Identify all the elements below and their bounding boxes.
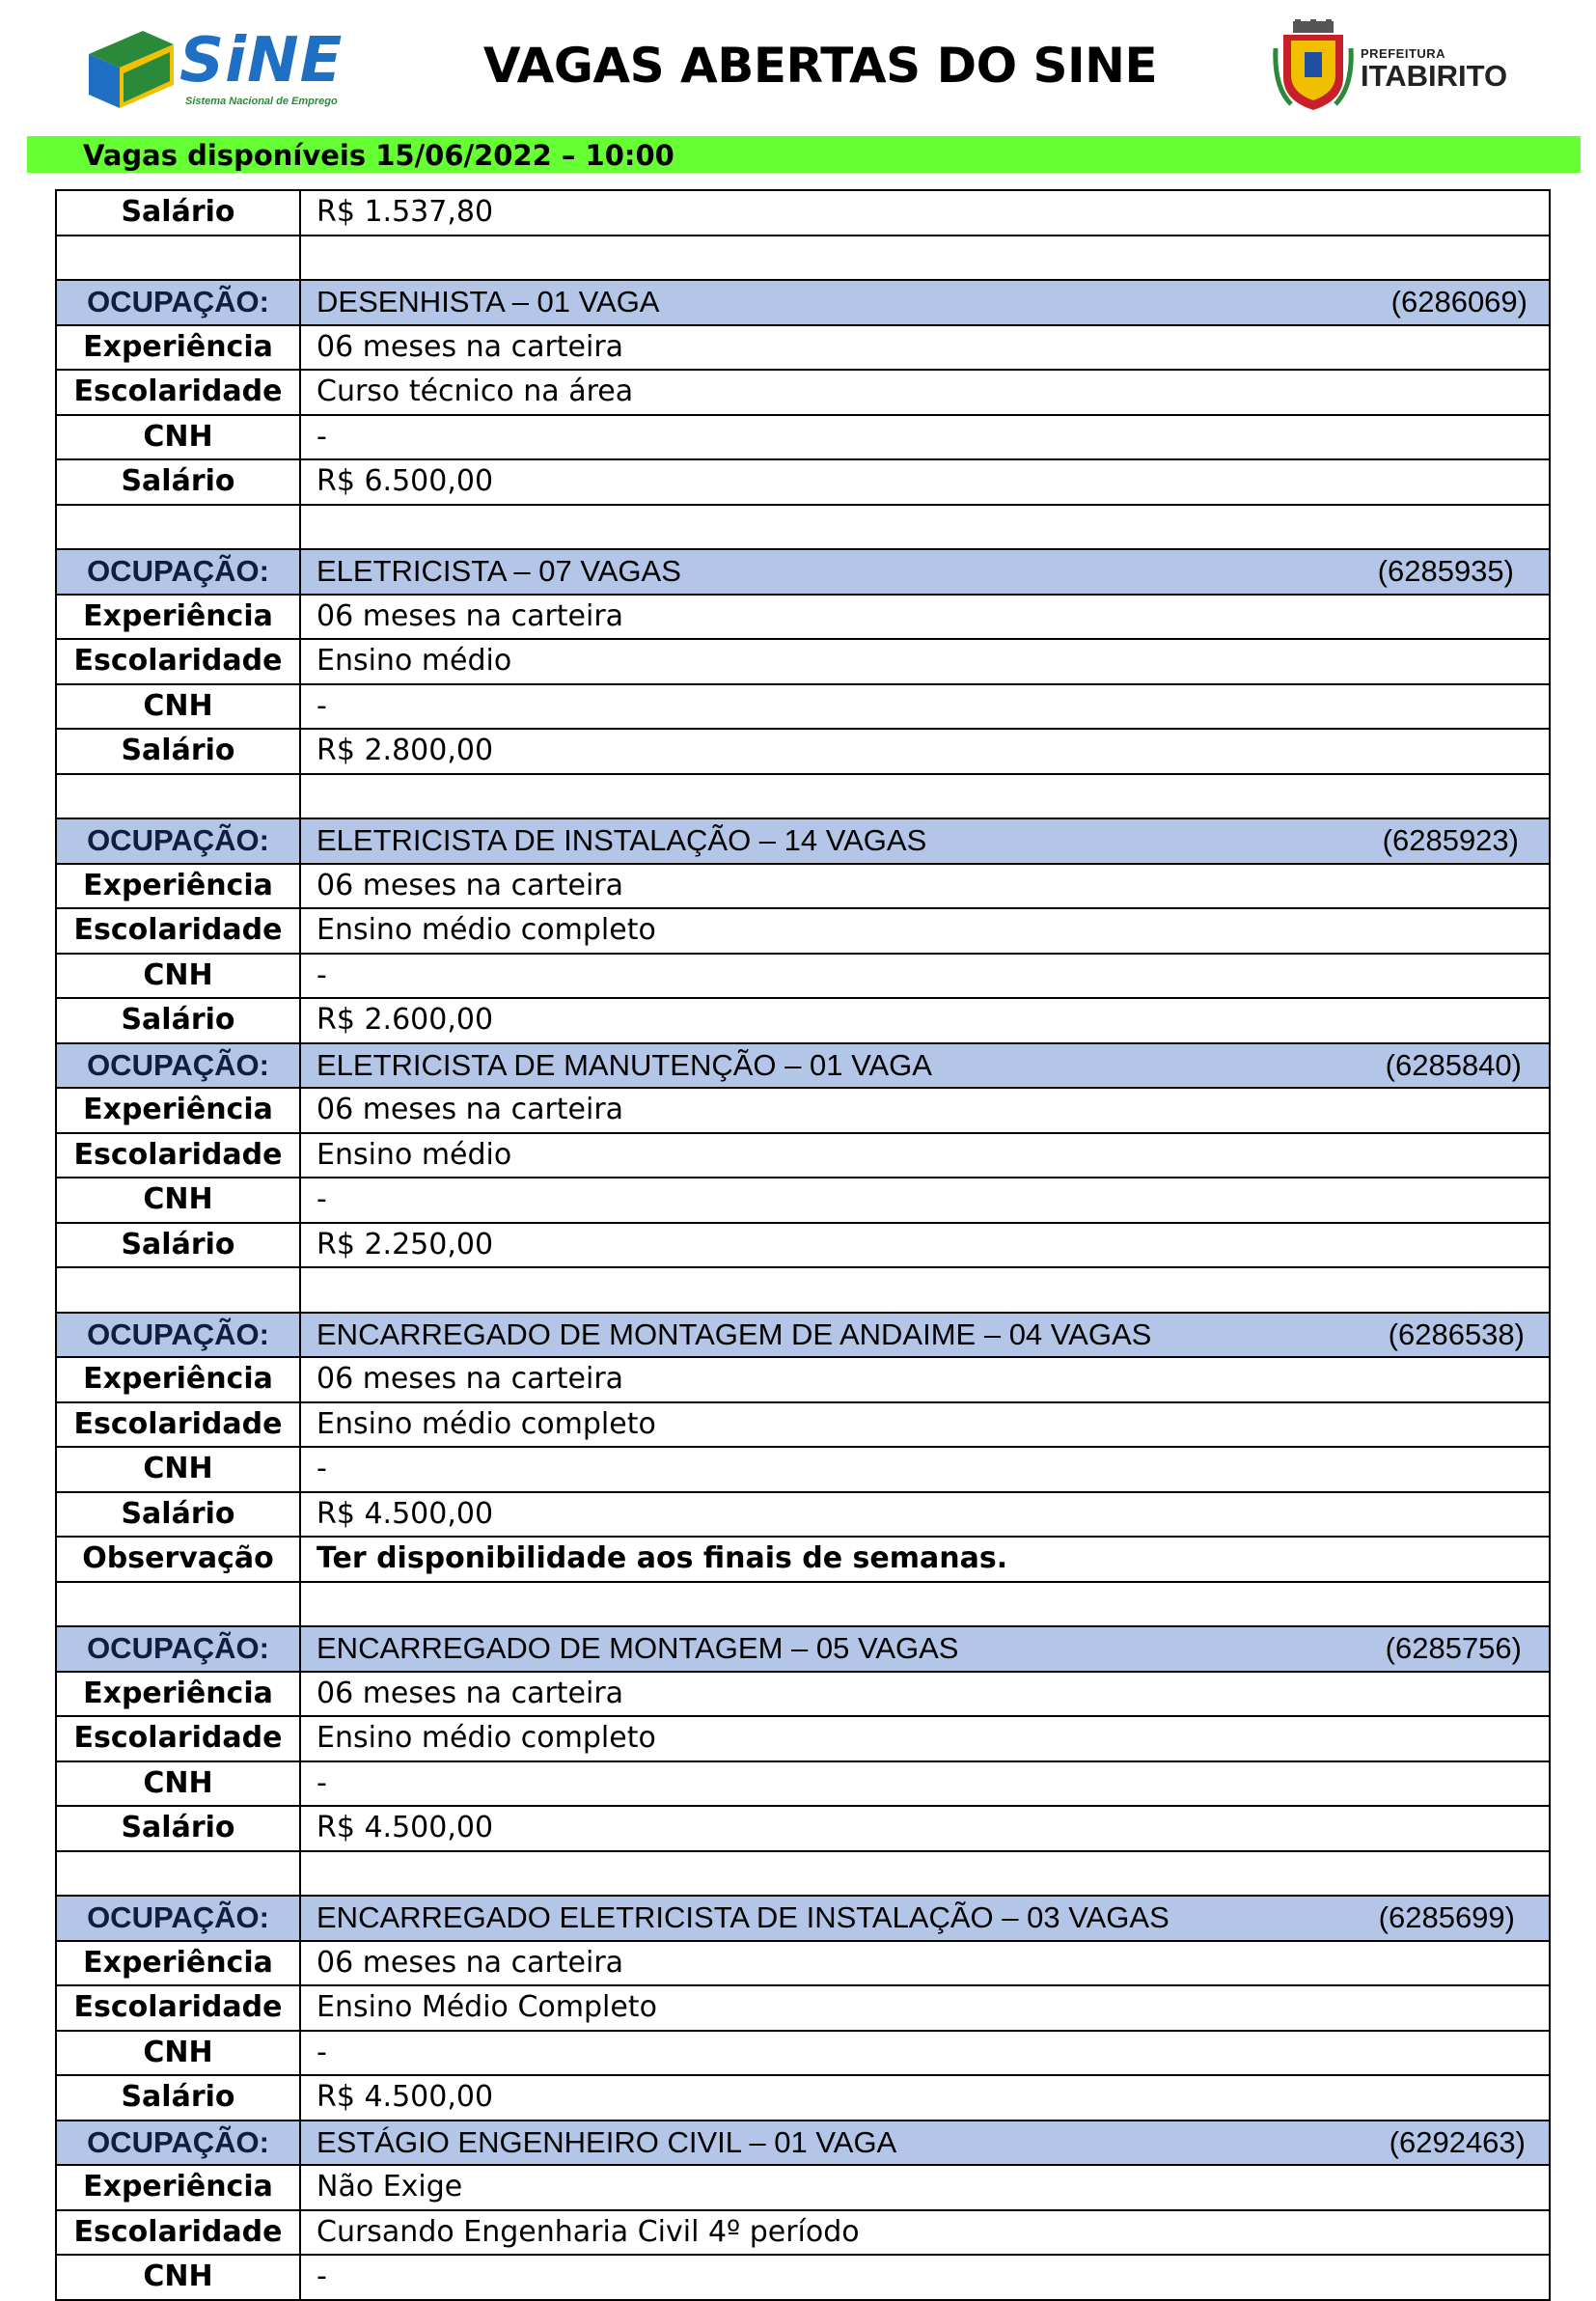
field-row	[56, 415, 1550, 460]
sine-flag-icon	[85, 25, 178, 114]
field-row	[56, 639, 1550, 684]
prefeitura-label: PREFEITURA	[1361, 46, 1446, 61]
field-label: Experiência	[56, 1357, 300, 1402]
field-value: Ensino médio completo	[300, 908, 1550, 954]
occupation-label: OCUPAÇÃO:	[56, 1896, 300, 1941]
field-label: CNH	[56, 954, 300, 999]
field-row	[56, 595, 1550, 640]
field-label: CNH	[56, 1761, 300, 1807]
field-row	[56, 1716, 1550, 1761]
field-value: R$ 1.537,80	[300, 190, 1550, 236]
job-code: (6286538)	[1388, 1317, 1525, 1351]
sine-wordmark: SiNE	[179, 25, 344, 97]
occupation-cell	[300, 818, 1550, 864]
field-row	[56, 729, 1550, 774]
occupation-row	[56, 549, 1550, 595]
field-label: Escolaridade	[56, 1402, 300, 1448]
field-row	[56, 325, 1550, 371]
job-code: (6285840)	[1385, 1047, 1522, 1082]
field-row	[56, 1985, 1550, 2031]
field-row	[56, 2165, 1550, 2210]
field-value: -	[300, 1447, 1550, 1492]
spacer-row	[56, 774, 1550, 819]
field-label: Experiência	[56, 1088, 300, 1133]
job-code: (6292463)	[1389, 2124, 1526, 2159]
field-value: 06 meses na carteira	[300, 1088, 1550, 1133]
field-row	[56, 684, 1550, 730]
field-value: 06 meses na carteira	[300, 1941, 1550, 1986]
spacer-cell	[56, 1582, 300, 1627]
field-label: Experiência	[56, 864, 300, 909]
field-label: Salário	[56, 729, 300, 774]
spacer-cell	[56, 1267, 300, 1313]
field-label: CNH	[56, 415, 300, 460]
field-value: R$ 4.500,00	[300, 1492, 1550, 1538]
field-row	[56, 370, 1550, 415]
coat-of-arms-icon	[1272, 19, 1355, 116]
occupation-content	[316, 2123, 1549, 2162]
field-value: -	[300, 1178, 1550, 1223]
occupation-title: ENCARREGADO ELETRICISTA DE INSTALAÇÃO – 03 VAGAS	[316, 1900, 1169, 1935]
field-row	[56, 1088, 1550, 1133]
occupation-content	[316, 1629, 1549, 1668]
field-row	[56, 1806, 1550, 1851]
occupation-content	[316, 552, 1549, 591]
occupation-title: ELETRICISTA DE INSTALAÇÃO – 14 VAGAS	[316, 823, 927, 858]
field-value: 06 meses na carteira	[300, 595, 1550, 640]
field-label: Escolaridade	[56, 1716, 300, 1761]
field-label: CNH	[56, 1447, 300, 1492]
occupation-row	[56, 1896, 1550, 1941]
field-row	[56, 190, 1550, 236]
field-label: Salário	[56, 459, 300, 505]
job-code: (6285923)	[1382, 823, 1519, 858]
field-value: 06 meses na carteira	[300, 1357, 1550, 1402]
sine-subtitle: Sistema Nacional de Emprego	[185, 96, 338, 107]
field-row	[56, 1402, 1550, 1448]
page-title: VAGAS ABERTAS DO SINE	[482, 38, 1158, 94]
field-value: Curso técnico na área	[300, 370, 1550, 415]
field-value: R$ 2.600,00	[300, 998, 1550, 1043]
field-label: CNH	[56, 2031, 300, 2076]
field-label: CNH	[56, 2255, 300, 2300]
occupation-cell	[300, 1313, 1550, 1358]
availability-banner	[27, 136, 1581, 173]
spacer-cell	[300, 1267, 1550, 1313]
banner-text: Vagas disponíveis 15/06/2022 – 10:00	[83, 139, 674, 172]
field-value: R$ 6.500,00	[300, 459, 1550, 505]
field-row	[56, 1537, 1550, 1582]
field-row	[56, 2031, 1550, 2076]
field-value: Ensino médio completo	[300, 1716, 1550, 1761]
field-label: Salário	[56, 2075, 300, 2121]
field-value: R$ 4.500,00	[300, 2075, 1550, 2121]
spacer-cell	[300, 1851, 1550, 1897]
field-value: Ensino Médio Completo	[300, 1985, 1550, 2031]
field-value: Ensino médio completo	[300, 1402, 1550, 1448]
field-row	[56, 908, 1550, 954]
field-value: Ensino médio	[300, 639, 1550, 684]
occupation-label: OCUPAÇÃO:	[56, 1313, 300, 1358]
spacer-cell	[56, 1851, 300, 1897]
occupation-content	[316, 1046, 1549, 1085]
field-value: 06 meses na carteira	[300, 325, 1550, 371]
spacer-cell	[56, 505, 300, 550]
field-value: -	[300, 684, 1550, 730]
field-row	[56, 954, 1550, 999]
field-value: -	[300, 415, 1550, 460]
field-label: CNH	[56, 684, 300, 730]
occupation-content	[316, 1899, 1549, 1937]
field-label: Salário	[56, 998, 300, 1043]
occupation-cell	[300, 1043, 1550, 1089]
field-label: Observação	[56, 1537, 300, 1582]
job-code: (6286069)	[1390, 285, 1527, 319]
field-value: Ter disponibilidade aos finais de semanas.	[300, 1537, 1550, 1582]
field-value: -	[300, 2255, 1550, 2300]
occupation-title: ELETRICISTA – 07 VAGAS	[316, 554, 681, 589]
field-row	[56, 2255, 1550, 2300]
spacer-row	[56, 505, 1550, 550]
occupation-title: ELETRICISTA DE MANUTENÇÃO – 01 VAGA	[316, 1047, 932, 1082]
field-row	[56, 2075, 1550, 2121]
field-value: -	[300, 2031, 1550, 2076]
field-label: Experiência	[56, 1941, 300, 1986]
field-label: Salário	[56, 1492, 300, 1538]
job-code: (6285699)	[1378, 1900, 1515, 1935]
job-listings-table	[55, 189, 1551, 2301]
field-label: Salário	[56, 190, 300, 236]
field-value: 06 meses na carteira	[300, 864, 1550, 909]
field-row	[56, 1178, 1550, 1223]
field-value: R$ 4.500,00	[300, 1806, 1550, 1851]
occupation-title: ENCARREGADO DE MONTAGEM – 05 VAGAS	[316, 1631, 959, 1666]
field-value: -	[300, 954, 1550, 999]
spacer-cell	[300, 774, 1550, 819]
occupation-title: ENCARREGADO DE MONTAGEM DE ANDAIME – 04 VAGAS	[316, 1317, 1152, 1351]
field-value: Não Exige	[300, 2165, 1550, 2210]
prefeitura-logo	[1272, 19, 1523, 116]
occupation-content	[316, 821, 1549, 860]
field-row	[56, 2210, 1550, 2256]
occupation-row	[56, 2121, 1550, 2166]
occupation-row	[56, 818, 1550, 864]
page-header	[0, 0, 1596, 135]
field-value: R$ 2.800,00	[300, 729, 1550, 774]
field-label: Experiência	[56, 325, 300, 371]
field-value: Cursando Engenharia Civil 4º período	[300, 2210, 1550, 2256]
field-row	[56, 1133, 1550, 1178]
field-row	[56, 1447, 1550, 1492]
field-row	[56, 1941, 1550, 1986]
field-label: Escolaridade	[56, 908, 300, 954]
spacer-cell	[56, 774, 300, 819]
field-label: Experiência	[56, 595, 300, 640]
field-label: Salário	[56, 1806, 300, 1851]
field-value: Ensino médio	[300, 1133, 1550, 1178]
field-label: Experiência	[56, 2165, 300, 2210]
occupation-label: OCUPAÇÃO:	[56, 818, 300, 864]
field-label: Escolaridade	[56, 2210, 300, 2256]
field-value: -	[300, 1761, 1550, 1807]
spacer-cell	[300, 505, 1550, 550]
occupation-row	[56, 280, 1550, 325]
occupation-label: OCUPAÇÃO:	[56, 549, 300, 595]
job-code: (6285756)	[1385, 1631, 1522, 1666]
field-label: Salário	[56, 1223, 300, 1268]
occupation-label: OCUPAÇÃO:	[56, 1626, 300, 1672]
job-code: (6285935)	[1377, 554, 1514, 589]
field-row	[56, 459, 1550, 505]
occupation-row	[56, 1043, 1550, 1089]
field-row	[56, 1492, 1550, 1538]
spacer-cell	[300, 1582, 1550, 1627]
occupation-cell	[300, 2121, 1550, 2166]
field-label: Escolaridade	[56, 1985, 300, 2031]
occupation-row	[56, 1313, 1550, 1358]
field-value: R$ 2.250,00	[300, 1223, 1550, 1268]
occupation-cell	[300, 280, 1550, 325]
field-value: 06 meses na carteira	[300, 1672, 1550, 1717]
occupation-cell	[300, 1896, 1550, 1941]
spacer-row	[56, 1267, 1550, 1313]
spacer-row	[56, 1582, 1550, 1627]
job-listings-body	[56, 190, 1550, 2300]
field-row	[56, 864, 1550, 909]
field-label: Experiência	[56, 1672, 300, 1717]
field-label: Escolaridade	[56, 370, 300, 415]
occupation-content	[316, 283, 1549, 321]
field-row	[56, 1223, 1550, 1268]
field-label: CNH	[56, 1178, 300, 1223]
occupation-row	[56, 1626, 1550, 1672]
spacer-row	[56, 1851, 1550, 1897]
spacer-cell	[300, 236, 1550, 281]
prefeitura-name: ITABIRITO	[1361, 59, 1508, 93]
occupation-label: OCUPAÇÃO:	[56, 1043, 300, 1089]
occupation-label: OCUPAÇÃO:	[56, 280, 300, 325]
occupation-cell	[300, 1626, 1550, 1672]
occupation-content	[316, 1316, 1549, 1354]
field-label: Escolaridade	[56, 1133, 300, 1178]
field-label: Escolaridade	[56, 639, 300, 684]
field-row	[56, 1672, 1550, 1717]
occupation-label: OCUPAÇÃO:	[56, 2121, 300, 2166]
field-row	[56, 1761, 1550, 1807]
field-row	[56, 998, 1550, 1043]
field-row	[56, 1357, 1550, 1402]
occupation-title: DESENHISTA – 01 VAGA	[316, 285, 660, 319]
spacer-cell	[56, 236, 300, 281]
occupation-title: ESTÁGIO ENGENHEIRO CIVIL – 01 VAGA	[316, 2124, 897, 2159]
sine-logo	[85, 25, 355, 114]
occupation-cell	[300, 549, 1550, 595]
spacer-row	[56, 236, 1550, 281]
